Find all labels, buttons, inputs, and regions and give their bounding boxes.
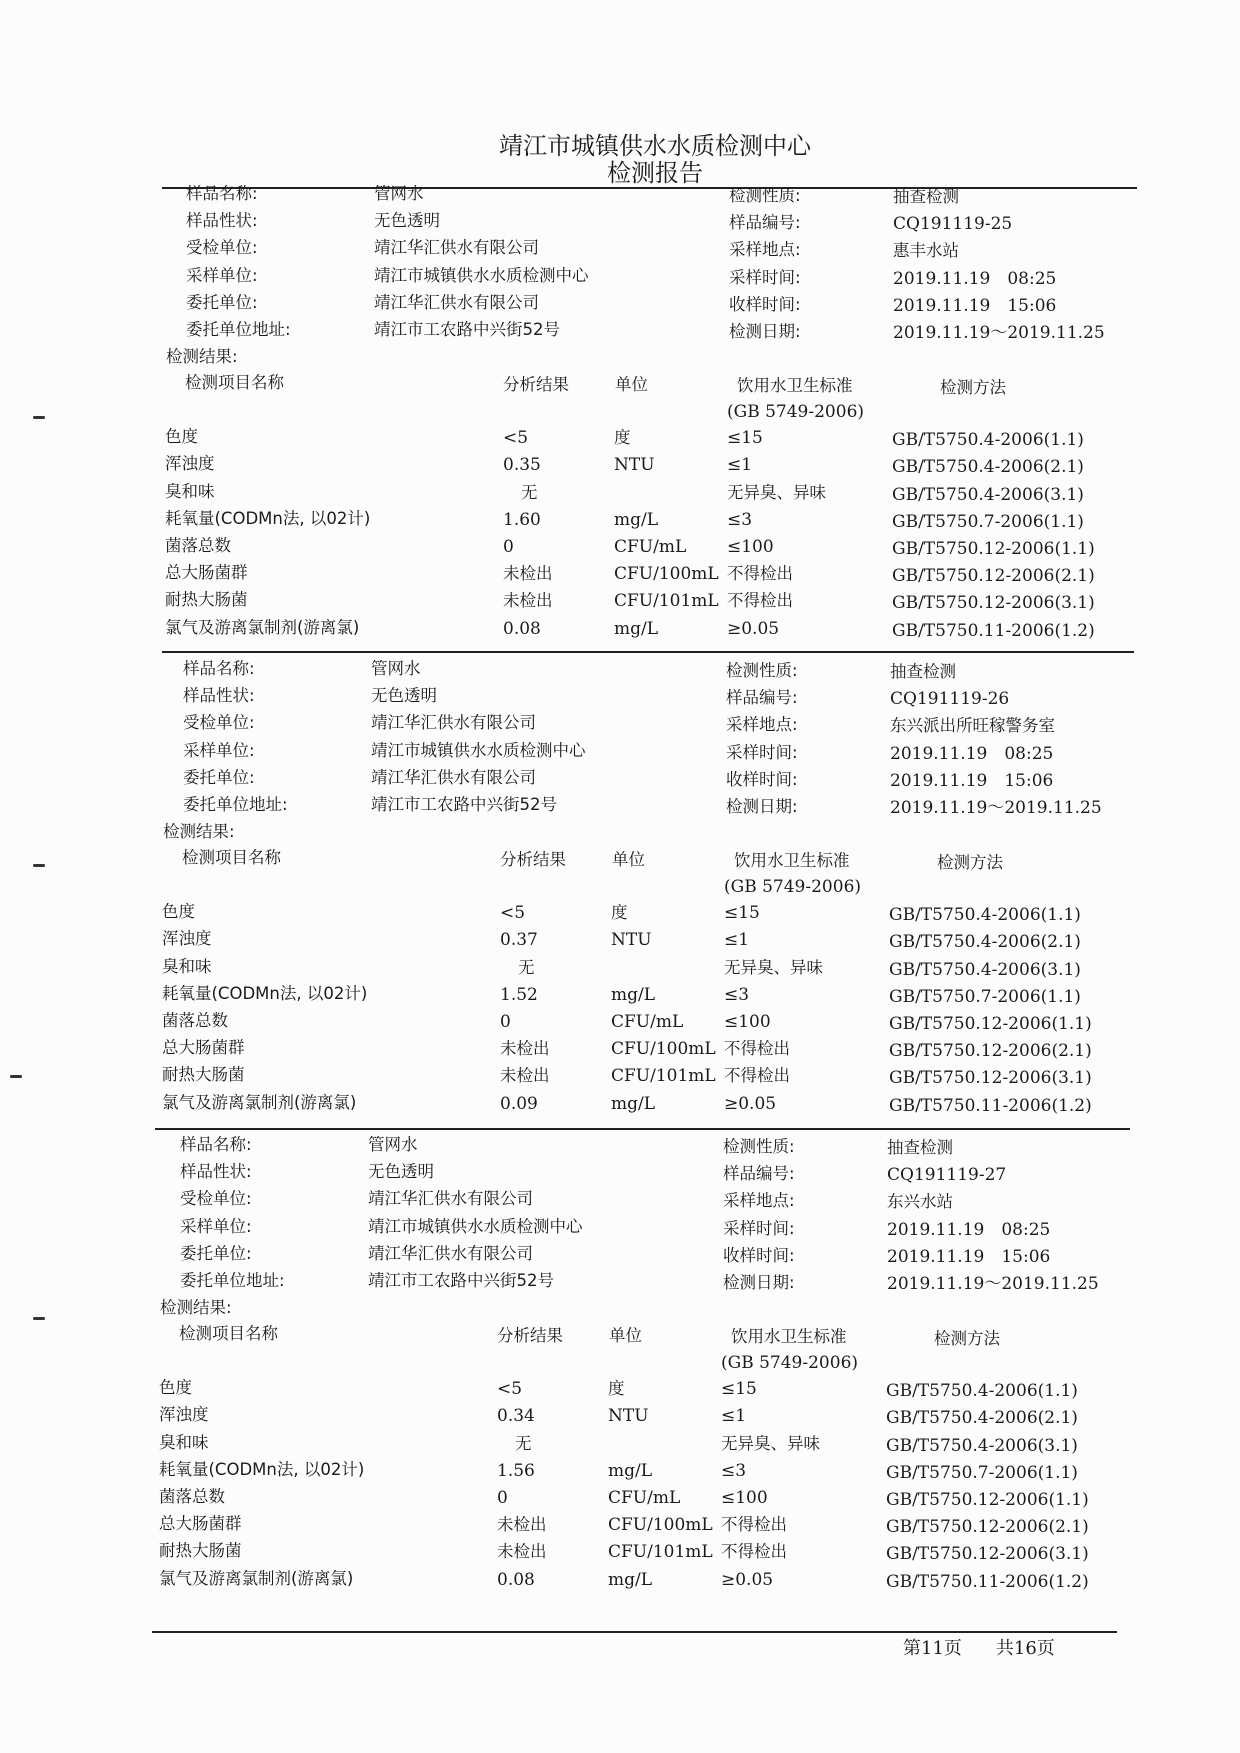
col-method-header: 检测方法 <box>934 1329 1000 1349</box>
row-method: GB/T5750.12-2006(3.1) <box>886 1544 1089 1565</box>
sample-property-label: 样品性状: <box>180 1162 252 1182</box>
test-nature-value: 抽查检测 <box>890 662 956 681</box>
receive-time-value: 2019.11.19 15:06 <box>887 1246 1051 1267</box>
row-item: 臭和味 <box>162 956 212 976</box>
row-item: 耗氧量(CODMn法, 以02计) <box>159 1459 365 1479</box>
sample-property-label: 样品性状: <box>186 211 258 231</box>
receive-time-label: 收样时间: <box>729 294 801 314</box>
client-address-label: 委托单位地址: <box>180 1271 285 1290</box>
row-method: GB/T5750.4-2006(2.1) <box>892 457 1084 478</box>
row-result: 0.35 <box>503 455 541 476</box>
col-result-header: 分析结果 <box>503 375 569 395</box>
sample-number-value: CQ191119-25 <box>893 214 1013 235</box>
scan-mark <box>33 416 45 419</box>
inspected-unit-label: 受检单位: <box>183 713 255 733</box>
sampling-time-value: 2019.11.19 08:25 <box>887 1219 1051 1240</box>
test-nature-value: 抽查检测 <box>887 1138 953 1157</box>
row-standard: ≤3 <box>724 984 750 1005</box>
sample-number-label: 样品编号: <box>729 213 801 233</box>
row-unit: mg/L <box>608 1569 653 1590</box>
row-method: GB/T5750.4-2006(1.1) <box>892 430 1084 451</box>
client-address-value: 靖江市工农路中兴街52号 <box>368 1271 554 1290</box>
row-item: 浑浊度 <box>162 929 212 949</box>
row-standard: ≥0.05 <box>727 618 780 639</box>
client-address-label: 委托单位地址: <box>183 795 288 814</box>
sample-name-label: 样品名称: <box>183 659 255 678</box>
row-result: <5 <box>500 903 526 924</box>
row-standard: ≥0.05 <box>724 1093 777 1114</box>
row-standard: ≤15 <box>721 1379 757 1400</box>
receive-time-value: 2019.11.19 15:06 <box>893 295 1057 316</box>
row-method: GB/T5750.7-2006(1.1) <box>886 1462 1078 1483</box>
row-item: 菌落总数 <box>165 536 231 555</box>
row-result: 未检出 <box>500 1039 550 1059</box>
client-unit-value: 靖江华汇供水有限公司 <box>371 767 536 787</box>
row-result: <5 <box>503 428 529 449</box>
row-result: 未检出 <box>497 1542 547 1562</box>
section-rule <box>155 1128 1130 1130</box>
test-date-label: 检测日期: <box>723 1273 795 1292</box>
sample-number-value: CQ191119-26 <box>890 689 1010 710</box>
row-standard: ≥0.05 <box>721 1569 774 1590</box>
row-method: GB/T5750.4-2006(1.1) <box>886 1381 1078 1402</box>
row-item: 浑浊度 <box>165 454 215 474</box>
row-item: 氯气及游离氯制剂(游离氯) <box>162 1092 357 1112</box>
inspected-unit-value: 靖江华汇供水有限公司 <box>368 1189 533 1209</box>
row-unit: CFU/100mL <box>608 1515 713 1536</box>
footer-rule <box>152 1631 1117 1633</box>
scan-mark <box>33 864 45 867</box>
row-unit: NTU <box>611 930 652 951</box>
row-item: 总大肠菌群 <box>162 1038 245 1058</box>
col-standard-subheader: (GB 5749-2006) <box>727 402 865 423</box>
row-method: GB/T5750.12-2006(1.1) <box>889 1014 1092 1034</box>
sample-property-value: 无色透明 <box>374 211 440 231</box>
row-result: 0.37 <box>500 930 538 951</box>
row-standard: ≤100 <box>727 537 774 557</box>
test-nature-label: 检测性质: <box>726 661 798 680</box>
test-nature-label: 检测性质: <box>723 1137 795 1156</box>
sampling-unit-value: 靖江市城镇供水水质检测中心 <box>374 265 589 285</box>
client-unit-label: 委托单位: <box>183 767 255 787</box>
row-method: GB/T5750.7-2006(1.1) <box>892 511 1084 532</box>
row-item: 氯气及游离氯制剂(游离氯) <box>165 617 360 637</box>
page-number: 第11页 <box>903 1638 962 1659</box>
sample-number-label: 样品编号: <box>723 1164 795 1184</box>
col-result-header: 分析结果 <box>500 850 566 870</box>
client-unit-label: 委托单位: <box>180 1243 252 1263</box>
sample-name-value: 管网水 <box>368 1135 418 1154</box>
row-item: 色度 <box>159 1378 192 1398</box>
col-unit-header: 单位 <box>615 375 648 395</box>
row-result: 无 <box>518 957 535 977</box>
section-rule <box>162 651 1134 653</box>
row-item: 耐热大肠菌 <box>165 590 248 610</box>
row-method: GB/T5750.4-2006(2.1) <box>889 932 1081 953</box>
row-item: 总大肠菌群 <box>159 1514 242 1534</box>
col-item-header: 检测项目名称 <box>179 1324 278 1344</box>
row-item: 耗氧量(CODMn法, 以02计) <box>162 983 368 1003</box>
client-address-label: 委托单位地址: <box>186 320 291 339</box>
row-standard: 不得检出 <box>721 1515 787 1535</box>
row-unit: NTU <box>614 455 655 476</box>
sampling-time-label: 采样时间: <box>726 742 798 762</box>
row-standard: 无异臭、异味 <box>721 1433 820 1453</box>
client-unit-label: 委托单位: <box>186 292 258 312</box>
row-method: GB/T5750.11-2006(1.2) <box>886 1571 1089 1592</box>
row-unit: CFU/mL <box>614 537 687 557</box>
row-unit: CFU/101mL <box>608 1542 713 1563</box>
row-result: 1.56 <box>497 1460 535 1481</box>
row-method: GB/T5750.12-2006(3.1) <box>892 593 1095 614</box>
row-result: 0.34 <box>497 1406 535 1427</box>
row-result: 未检出 <box>500 1066 550 1086</box>
row-unit: mg/L <box>608 1460 653 1481</box>
sample-name-value: 管网水 <box>374 184 424 203</box>
row-result: 0.08 <box>503 618 541 639</box>
row-item: 臭和味 <box>165 481 215 501</box>
org-title: 靖江市城镇供水水质检测中心 <box>499 132 811 160</box>
page-footer <box>903 1634 1089 1660</box>
sample-number-value: CQ191119-27 <box>887 1165 1007 1186</box>
sampling-time-label: 采样时间: <box>729 267 801 287</box>
row-standard: 无异臭、异味 <box>724 957 823 977</box>
row-unit: CFU/101mL <box>614 591 719 612</box>
row-unit: mg/L <box>611 984 656 1005</box>
sampling-unit-label: 采样单位: <box>183 740 255 760</box>
col-standard-subheader: (GB 5749-2006) <box>724 877 862 898</box>
row-standard: ≤1 <box>724 930 750 951</box>
row-unit: 度 <box>611 903 628 923</box>
test-nature-value: 抽查检测 <box>893 187 959 206</box>
row-item: 菌落总数 <box>159 1487 225 1506</box>
sample-property-value: 无色透明 <box>371 686 437 706</box>
sample-number-label: 样品编号: <box>726 688 798 708</box>
row-method: GB/T5750.11-2006(1.2) <box>892 620 1095 641</box>
row-unit: CFU/mL <box>611 1012 684 1032</box>
col-standard-header: 饮用水卫生标准 <box>737 376 853 396</box>
row-standard: ≤15 <box>724 903 760 924</box>
row-method: GB/T5750.12-2006(1.1) <box>886 1490 1089 1510</box>
row-result: 0 <box>500 1012 511 1032</box>
row-method: GB/T5750.4-2006(3.1) <box>889 959 1081 980</box>
row-item: 色度 <box>165 427 198 447</box>
col-standard-subheader: (GB 5749-2006) <box>721 1353 859 1374</box>
receive-time-label: 收样时间: <box>726 769 798 789</box>
sampling-site-value: 东兴派出所旺稼警务室 <box>890 716 1055 736</box>
row-unit: CFU/100mL <box>614 564 719 585</box>
col-standard-header: 饮用水卫生标准 <box>734 851 850 871</box>
row-standard: 不得检出 <box>724 1039 790 1059</box>
row-standard: 不得检出 <box>721 1542 787 1562</box>
row-result: 无 <box>515 1433 532 1453</box>
row-method: GB/T5750.11-2006(1.2) <box>889 1095 1092 1116</box>
inspected-unit-label: 受检单位: <box>186 238 258 258</box>
row-result: 0.09 <box>500 1093 538 1114</box>
row-method: GB/T5750.4-2006(1.1) <box>889 905 1081 926</box>
row-result: 0 <box>503 537 514 557</box>
row-standard: ≤100 <box>721 1488 768 1508</box>
row-unit: mg/L <box>611 1093 656 1114</box>
sampling-site-label: 采样地点: <box>729 240 801 260</box>
row-method: GB/T5750.4-2006(3.1) <box>886 1435 1078 1456</box>
row-method: GB/T5750.12-2006(2.1) <box>886 1517 1089 1538</box>
col-result-header: 分析结果 <box>497 1326 563 1346</box>
results-label: 检测结果: <box>163 822 235 842</box>
col-method-header: 检测方法 <box>940 378 1006 398</box>
row-item: 菌落总数 <box>162 1011 228 1030</box>
report-title: 检测报告 <box>607 159 703 187</box>
row-method: GB/T5750.7-2006(1.1) <box>889 986 1081 1007</box>
client-unit-value: 靖江华汇供水有限公司 <box>374 292 539 312</box>
sampling-time-value: 2019.11.19 08:25 <box>890 743 1054 764</box>
results-label: 检测结果: <box>160 1298 232 1318</box>
sampling-site-value: 东兴水站 <box>887 1192 953 1212</box>
test-date-value: 2019.11.19～2019.11.25 <box>890 798 1102 818</box>
row-result: 0 <box>497 1488 508 1508</box>
sampling-unit-label: 采样单位: <box>186 265 258 285</box>
row-standard: ≤3 <box>727 509 753 530</box>
row-result: 无 <box>521 482 538 502</box>
sample-property-label: 样品性状: <box>183 686 255 706</box>
sampling-time-value: 2019.11.19 08:25 <box>893 268 1057 289</box>
inspected-unit-value: 靖江华汇供水有限公司 <box>374 238 539 258</box>
row-item: 总大肠菌群 <box>165 563 248 583</box>
section-rule <box>162 187 1137 189</box>
row-unit: CFU/100mL <box>611 1039 716 1060</box>
inspected-unit-value: 靖江华汇供水有限公司 <box>371 713 536 733</box>
row-item: 臭和味 <box>159 1432 209 1452</box>
row-standard: 无异臭、异味 <box>727 482 826 502</box>
row-item: 色度 <box>162 902 195 922</box>
row-item: 氯气及游离氯制剂(游离氯) <box>159 1568 354 1588</box>
sampling-site-label: 采样地点: <box>723 1191 795 1211</box>
row-unit: 度 <box>614 428 631 448</box>
row-method: GB/T5750.4-2006(3.1) <box>892 484 1084 505</box>
row-unit: NTU <box>608 1406 649 1427</box>
row-item: 浑浊度 <box>159 1405 209 1425</box>
row-method: GB/T5750.12-2006(1.1) <box>892 539 1095 559</box>
scan-mark <box>10 1075 22 1078</box>
sampling-time-label: 采样时间: <box>723 1218 795 1238</box>
sampling-unit-value: 靖江市城镇供水水质检测中心 <box>368 1216 583 1236</box>
col-item-header: 检测项目名称 <box>182 848 281 868</box>
results-label: 检测结果: <box>166 347 238 367</box>
col-unit-header: 单位 <box>609 1326 642 1346</box>
sample-property-value: 无色透明 <box>368 1162 434 1182</box>
row-standard: ≤3 <box>721 1460 747 1481</box>
test-nature-label: 检测性质: <box>729 186 801 205</box>
test-date-label: 检测日期: <box>726 797 798 816</box>
test-date-value: 2019.11.19～2019.11.25 <box>887 1274 1099 1294</box>
row-method: GB/T5750.12-2006(2.1) <box>889 1041 1092 1062</box>
row-unit: CFU/mL <box>608 1488 681 1508</box>
row-unit: mg/L <box>614 509 659 530</box>
receive-time-label: 收样时间: <box>723 1245 795 1265</box>
test-date-label: 检测日期: <box>729 322 801 341</box>
test-date-value: 2019.11.19～2019.11.25 <box>893 323 1105 343</box>
row-standard: 不得检出 <box>724 1066 790 1086</box>
inspected-unit-label: 受检单位: <box>180 1189 252 1209</box>
sample-name-value: 管网水 <box>371 659 421 678</box>
row-method: GB/T5750.4-2006(2.1) <box>886 1408 1078 1429</box>
row-method: GB/T5750.12-2006(3.1) <box>889 1068 1092 1089</box>
row-result: 1.52 <box>500 984 538 1005</box>
row-result: 0.08 <box>497 1569 535 1590</box>
row-item: 耐热大肠菌 <box>159 1541 242 1561</box>
row-method: GB/T5750.12-2006(2.1) <box>892 566 1095 587</box>
col-unit-header: 单位 <box>612 850 645 870</box>
row-result: <5 <box>497 1379 523 1400</box>
client-address-value: 靖江市工农路中兴街52号 <box>374 320 560 339</box>
row-item: 耗氧量(CODMn法, 以02计) <box>165 508 371 528</box>
sampling-site-value: 惠丰水站 <box>893 241 959 261</box>
row-result: 未检出 <box>503 564 553 584</box>
receive-time-value: 2019.11.19 15:06 <box>890 770 1054 791</box>
row-unit: 度 <box>608 1379 625 1399</box>
sampling-site-label: 采样地点: <box>726 715 798 735</box>
sampling-unit-label: 采样单位: <box>180 1216 252 1236</box>
row-unit: mg/L <box>614 618 659 639</box>
sample-name-label: 样品名称: <box>180 1135 252 1154</box>
client-unit-value: 靖江华汇供水有限公司 <box>368 1243 533 1263</box>
row-standard: 不得检出 <box>727 591 793 611</box>
sample-name-label: 样品名称: <box>186 184 258 203</box>
page-total: 共16页 <box>995 1638 1055 1659</box>
row-result: 1.60 <box>503 509 541 530</box>
row-standard: 不得检出 <box>727 564 793 584</box>
row-unit: CFU/101mL <box>611 1066 716 1087</box>
client-address-value: 靖江市工农路中兴街52号 <box>371 795 557 814</box>
row-result: 未检出 <box>497 1515 547 1535</box>
col-method-header: 检测方法 <box>937 853 1003 873</box>
row-standard: ≤15 <box>727 428 763 449</box>
col-item-header: 检测项目名称 <box>185 373 284 393</box>
row-item: 耐热大肠菌 <box>162 1065 245 1085</box>
row-standard: ≤1 <box>721 1406 747 1427</box>
row-standard: ≤100 <box>724 1012 771 1032</box>
row-standard: ≤1 <box>727 455 753 476</box>
scan-mark <box>33 1317 45 1320</box>
row-result: 未检出 <box>503 591 553 611</box>
sampling-unit-value: 靖江市城镇供水水质检测中心 <box>371 740 586 760</box>
col-standard-header: 饮用水卫生标准 <box>731 1327 847 1347</box>
